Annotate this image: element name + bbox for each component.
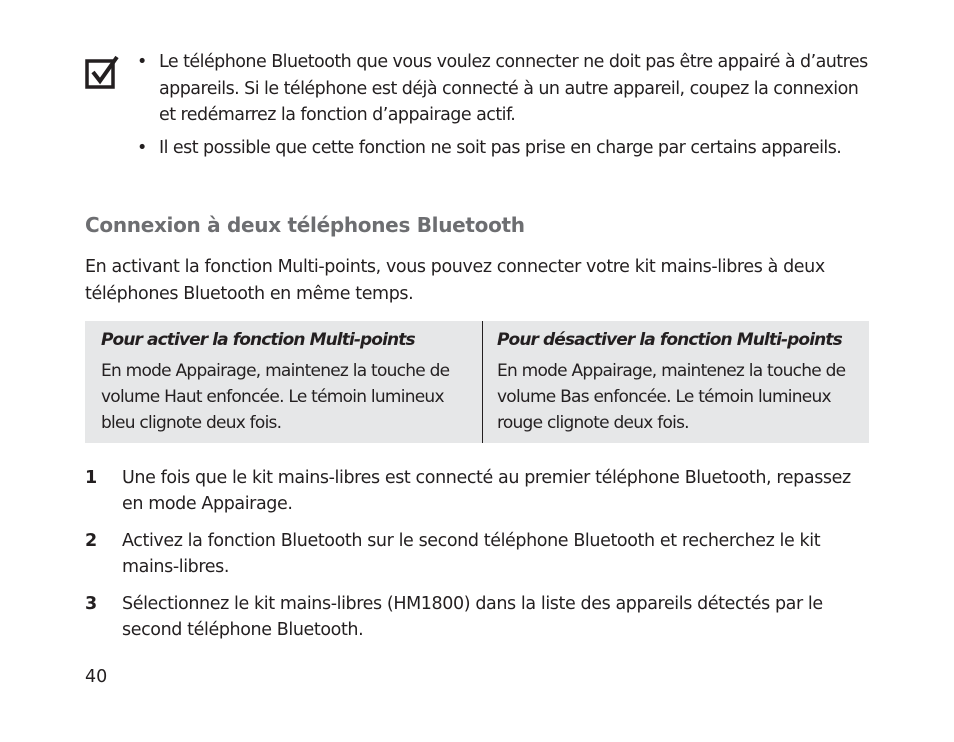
page-number: 40: [85, 667, 108, 687]
step-text: Sélectionnez le kit mains-libres (HM1800) dans la liste des appareils détectés par le second téléphone Bluetooth.: [122, 594, 823, 640]
deactivate-column: [483, 321, 869, 443]
checkbox-check-icon: [85, 55, 119, 89]
multipoint-table: [85, 321, 869, 443]
activate-column: [85, 321, 483, 443]
deactivate-header: Pour désactiver la fonction Multi-points: [497, 330, 842, 350]
note-text: Il est possible que cette fonction ne soit pas prise en charge par certains appareils.: [159, 137, 842, 158]
step-number: 1: [85, 468, 97, 488]
step-number: 3: [85, 594, 97, 614]
note-text: Le téléphone Bluetooth que vous voulez connecter ne doit pas être appairé à d’autres appareils. Si le téléphone est déjà connecté à un autre appareil, coupez la connexion et redémarrez la fonction d’appairage actif.: [159, 52, 868, 125]
activate-body: En mode Appairage, maintenez la touche de volume Haut enfoncée. Le témoin lumineux bleu clignote deux fois.: [101, 361, 450, 433]
step-item: [85, 591, 875, 643]
step-text: Une fois que le kit mains-libres est connecté au premier téléphone Bluetooth, repassez en mode Appairage.: [122, 468, 851, 514]
note-item: [137, 135, 877, 162]
step-item: [85, 465, 875, 517]
step-number: 2: [85, 531, 97, 551]
steps-list: [85, 465, 875, 654]
step-item: [85, 528, 875, 580]
deactivate-body: En mode Appairage, maintenez la touche de volume Bas enfoncée. Le témoin lumineux rouge clignote deux fois.: [497, 361, 846, 433]
bullet: •: [137, 137, 147, 158]
activate-header: Pour activer la fonction Multi-points: [101, 330, 415, 350]
note-item: [137, 49, 877, 129]
bullet: •: [137, 52, 147, 72]
section-intro: En activant la fonction Multi-points, vous pouvez connecter votre kit mains-libres à deux téléphones Bluetooth en même temps.: [85, 257, 825, 304]
section-title: Connexion à deux téléphones Bluetooth: [85, 213, 525, 237]
step-text: Activez la fonction Bluetooth sur le second téléphone Bluetooth et recherchez le kit mains-libres.: [122, 531, 821, 577]
note-list: [137, 49, 877, 167]
